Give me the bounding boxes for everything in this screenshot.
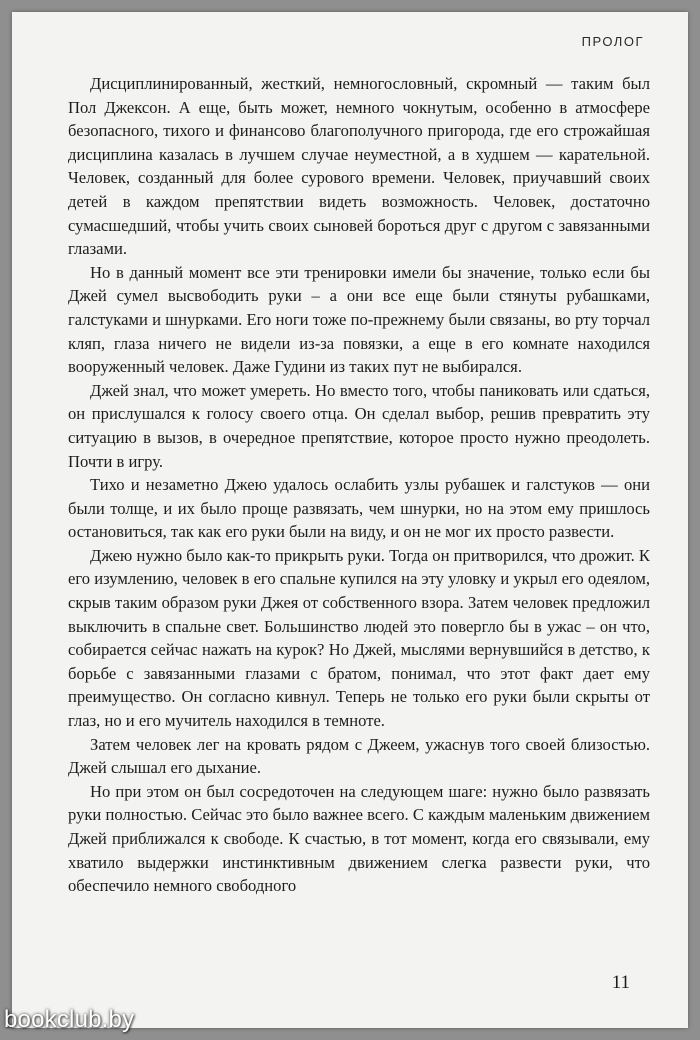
paragraph: Затем человек лег на кровать рядом с Джеем, ужаснув того своей близостью. Джей слышал его дыхание. (68, 734, 650, 778)
page-number: 11 (611, 972, 630, 993)
paragraph: Джей знал, что может умереть. Но вместо того, чтобы паниковать или сдаться, он прислушался к голосу своего отца. Он сделал выбор, решив превратить эту ситуацию в вызов, в очередное препятствие, которое просто нужно преодолеть. Почти в игру. (68, 380, 650, 471)
paragraph: Но в данный момент все эти тренировки имели бы значение, только если бы Джей сумел высвободить руки – а они все еще были стянуты рубашками, галстуками и шнурками. Его ноги тоже по-прежнему были связаны, во рту торчал кляп, глаза ничего не видели из-за повязки, а еще в его комнате находился вооруженный человек. Даже Гудини из таких пут не выбирался. (68, 262, 650, 377)
paragraph: Тихо и незаметно Джею удалось ослабить узлы рубашек и галстуков — они были толще, и их было проще развязать, чем шнурки, но на этом ему пришлось остановиться, так как его руки были на виду, и он не мог их просто развести. (68, 475, 650, 542)
body-text (68, 72, 650, 898)
paragraph: Но при этом он был сосредоточен на следующем шаге: нужно было развязать руки полностью. Сейчас это было важнее всего. С каждым маленьким движением Джей приближался к свободе. К счастью, в тот момент, когда его связывали, ему хватило выдержки инстинктивным движением слегка развести руки, что обеспечило немного свободного (68, 781, 650, 896)
paragraph: Дисциплинированный, жесткий, немногословный, скромный — таким был Пол Джексон. А еще, быть может, немного чокнутым, особенно в атмосфере безопасного, тихого и финансово благополучного пригорода, где его строжайшая дисциплина казалась в лучшем случае неуместной, а в худшем — карательной. Человек, созданный для более сурового времени. Человек, приучавший своих детей в каждом препятствии видеть возможность. Человек, достаточно сумасшедший, чтобы учить своих сыновей бороться друг с другом с завязанными глазами. (68, 74, 650, 259)
paragraph: Джею нужно было как-то прикрыть руки. Тогда он притворился, что дрожит. К его изумлению, человек в его спальне купился на эту уловку и укрыл его одеялом, скрыв таким образом руки Джея от собственного взора. Затем человек предложил выключить в спальне свет. Большинство людей это повергло бы в ужас – он что, собирается сейчас нажать на курок? Но Джей, мыслями вернувшийся в детство, к борьбе с завязанными глазами с братом, понимал, что этот факт дает ему преимущество. Он согласно кивнул. Теперь не только его руки были скрыты от глаз, но и его мучитель находился в темноте. (68, 545, 650, 731)
running-title: ПРОЛОГ (581, 34, 644, 49)
watermark: bookclub.by (4, 1006, 135, 1033)
book-page (12, 12, 688, 1028)
